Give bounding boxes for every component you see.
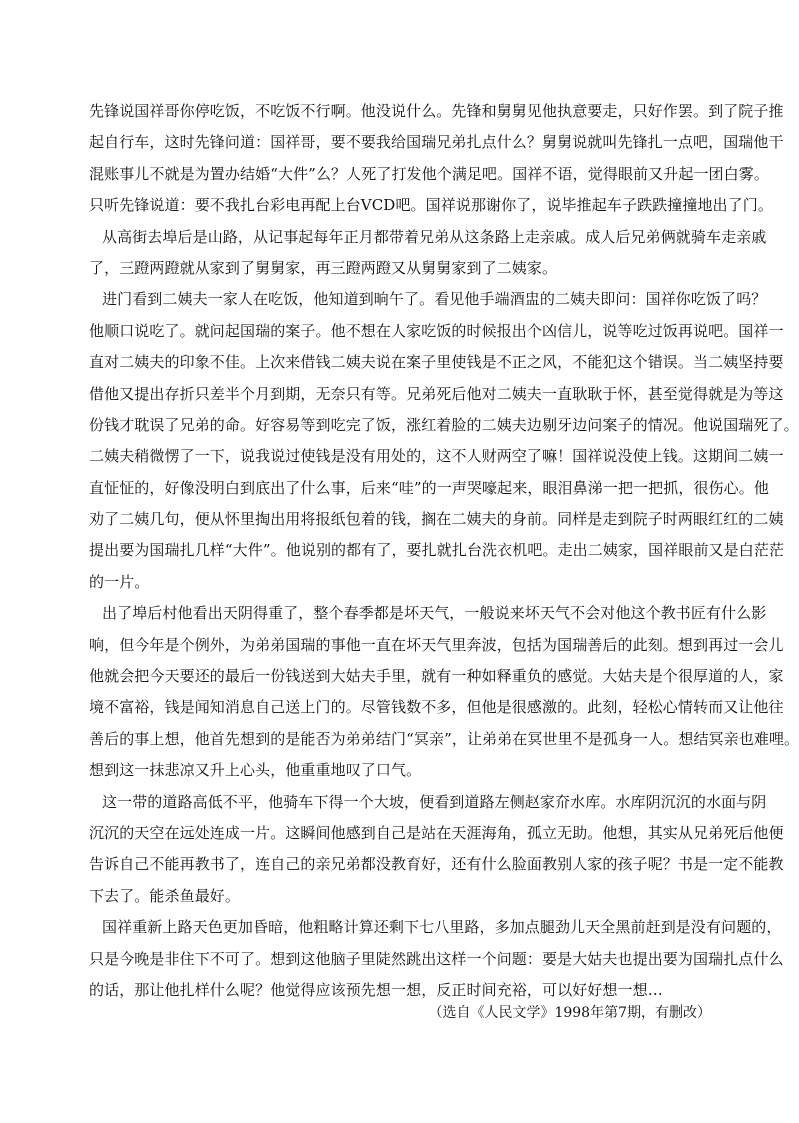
text-line: 直怔怔的，好像没明白到底出了什么事，后来“哇”的一声哭嚎起来，眼泪鼻涕一把一把抓，很伤心。他 (89, 478, 769, 497)
text-line: 沉沉的天空在远处连成一片。这瞬间他感到自己是站在天涯海角，孤立无助。他想，其实从兄弟死后他便 (89, 823, 784, 842)
text-line: 从高街去埠后是山路，从记事起每年正月都带着兄弟从这条路上走亲戚。成人后兄弟俩就骑车走亲戚 (102, 227, 767, 246)
text-line: 他就会把今天要还的最后一份钱送到大姑夫手里，就有一种如释重负的感觉。大姑夫是个很厚道的人，家 (89, 667, 784, 686)
text-line: 二姨夫稍微愣了一下，说我说过使钱是没有用处的，这不人财两空了嘛！国祥说没使上钱。这期间二姨一 (89, 447, 784, 466)
text-line: 提出要为国瑞扎几样“大件”。他说别的都有了，要扎就扎台洗衣机吧。走出二姨家，国祥眼前又是白茫茫 (89, 541, 785, 560)
text-line: 他顺口说吃了。就问起国瑞的案子。他不想在人家吃饭的时候报出个凶信儿，说等吃过饭再说吧。国祥一 (89, 321, 784, 340)
text-line: 国祥重新上路天色更加昏暗，他粗略计算还剩下七八里路，多加点腿劲儿天全黑前赶到是没有问题的， (102, 918, 782, 937)
text-line: 混账事儿不就是为置办结婚“大件”么？人死了打发他个满足吧。国祥不语，觉得眼前又升起一团白雾。 (89, 164, 769, 183)
text-line: 善后的事上想，他首先想到的是能否为弟弟结门“冥亲”，让弟弟在冥世里不是孤身一人。想结冥亲也难哩。 (89, 729, 799, 748)
text-line: 劝了二姨几句，便从怀里掏出用将报纸包着的钱，搁在二姨夫的身前。同样是走到院子时两眼红红的二姨 (89, 510, 784, 529)
text-line: 借他又提出存折只差半个月到期，无奈只有等。兄弟死后他对二姨夫一直耿耿于怀，甚至觉得就是为等这 (89, 384, 784, 403)
text-line: 先锋说国祥哥你停吃饭，不吃饭不行啊。他没说什么。先锋和舅舅见他执意要走，只好作罢。到了院子推 (89, 102, 784, 120)
text-line: 进门看到二姨夫一家人在吃饭，他知道到晌午了。看见他手端酒盅的二姨夫即问：国祥你吃饭了吗？ (102, 290, 767, 309)
text-line: 下去了。能杀鱼最好。 (89, 886, 241, 905)
text-line: 想到这一抹悲凉又升上心头，他重重地叹了口气。 (89, 761, 422, 780)
text-line: 出了埠后村他看出天阴得重了，整个春季都是坏天气，一般说来坏天气不会对他这个教书匠有什么影 (102, 604, 767, 623)
text-line: 只听先锋说道：要不我扎台彩电再配上台VCD吧。国祥说那谢你了，说毕推起车子跌跌撞撞地出了门。 (89, 196, 773, 215)
text-line: 直对二姨夫的印象不佳。上次来借钱二姨夫说在案子里使钱是不正之风，不能犯这个错误。当二姨坚持要 (89, 353, 784, 372)
text-line: 的一片。 (89, 572, 150, 591)
text-line: 响，但今年是个例外，为弟弟国瑞的事他一直在坏天气里奔波，包括为国瑞善后的此刻。想到再过一会儿 (89, 635, 784, 654)
text-line: 份钱才耽误了兄弟的命。好容易等到吃完了饭，涨红着脸的二姨夫边剔牙边问案子的情况。他说国瑞死了。 (89, 415, 799, 434)
text-line: 的话，那让他扎样什么呢？他觉得应该预先想一想，反正时间充裕，可以好好想一想… (89, 980, 663, 999)
text-line: 起自行车，这时先锋问道：国祥哥，要不要我给国瑞兄弟扎点什么？舅舅说就叫先锋扎一点吧，国瑞他干 (89, 133, 784, 152)
text-line: 了，三蹬两蹬就从家到了舅舅家，再三蹬两蹬又从舅舅家到了二姨家。 (89, 258, 558, 277)
article-body (89, 96, 799, 1006)
text-line: 这一带的道路高低不平，他骑车下得一个大坡，便看到道路左侧赵家夼水库。水库阴沉沉的水面与阴 (102, 792, 767, 811)
text-line: 只是今晚是非住下不可了。想到这他脑子里陡然跳出这样一个问题：要是大姑夫也提出要为国瑞扎点什么 (89, 949, 784, 968)
source-citation: （选自《人民文学》1998年第7期，有删改） (428, 1005, 711, 1021)
text-line: 境不富裕，钱是闻知消息自己送上门的。尽管钱数不多，但他是很感激的。此刻，轻松心情转而又让他往 (89, 698, 784, 717)
text-line: 告诉自己不能再教书了，连自己的亲兄弟都没教育好，还有什么脸面教别人家的孩子呢？书是一定不能教 (89, 855, 784, 874)
